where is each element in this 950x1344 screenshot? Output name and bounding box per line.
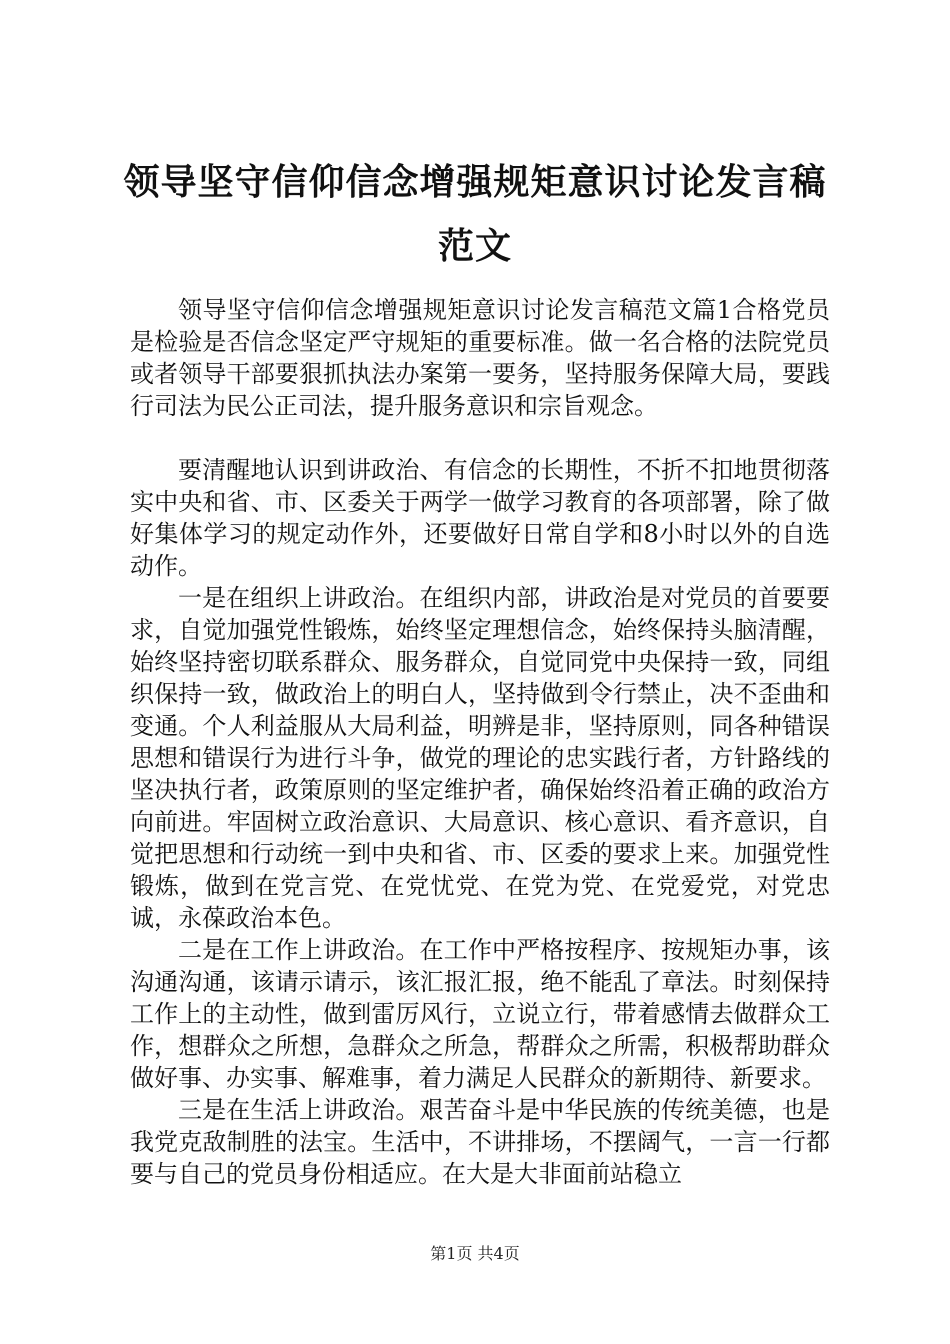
- document-body: [130, 294, 830, 1190]
- paragraph-work: 二是在工作上讲政治。在工作中严格按程序、按规矩办事，该沟通沟通，该请示请示，该汇报汇报，绝不能乱了章法。时刻保持工作上的主动性，做到雷厉风行，立说立行，带着感情去做群众工作，想群众之所想，急群众之所急，帮群众之所需，积极帮助群众做好事、办实事、解难事，着力满足人民群众的新期待、新要求。: [130, 936, 830, 1092]
- page-number-footer: 第1页 共4页: [430, 1244, 520, 1263]
- paragraph-life: 三是在生活上讲政治。艰苦奋斗是中华民族的传统美德，也是我党克敌制胜的法宝。生活中，不讲排场，不摆阔气，一言一行都要与自己的党员身份相适应。在大是大非面前站稳立: [130, 1096, 830, 1188]
- paragraph-organization: 一是在组织上讲政治。在组织内部，讲政治是对党员的首要要求，自觉加强党性锻炼，始终坚定理想信念，始终保持头脑清醒，始终坚持密切联系群众、服务群众，自觉同党中央保持一致，同组织保持一致，做政治上的明白人，坚持做到令行禁止，决不歪曲和变通。个人利益服从大局利益，明辨是非，坚持原则，同各种错误思想和错误行为进行斗争，做党的理论的忠实践行者，方针路线的坚决执行者，政策原则的坚定维护者，确保始终沿着正确的政治方向前进。牢固树立政治意识、大局意识、核心意识、看齐意识，自觉把思想和行动统一到中央和省、市、区委的要求上来。加强党性锻炼，做到在党言党、在党忧党、在党为党、在党爱党，对党忠诚，永葆政治本色。: [130, 584, 830, 932]
- paragraph-awareness: 要清醒地认识到讲政治、有信念的长期性，不折不扣地贯彻落实中央和省、市、区委关于两学一做学习教育的各项部署，除了做好集体学习的规定动作外，还要做好日常自学和8小时以外的自选动作。: [130, 456, 830, 580]
- document-title: 领导坚守信仰信念增强规矩意识讨论发言稿范文: [123, 161, 827, 267]
- paragraph-intro: 领导坚守信仰信念增强规矩意识讨论发言稿范文篇1合格党员是检验是否信念坚定严守规矩的重要标准。做一名合格的法院党员或者领导干部要狠抓执法办案第一要务，坚持服务保障大局，要践行司法为民公正司法，提升服务意识和宗旨观念。: [130, 296, 830, 420]
